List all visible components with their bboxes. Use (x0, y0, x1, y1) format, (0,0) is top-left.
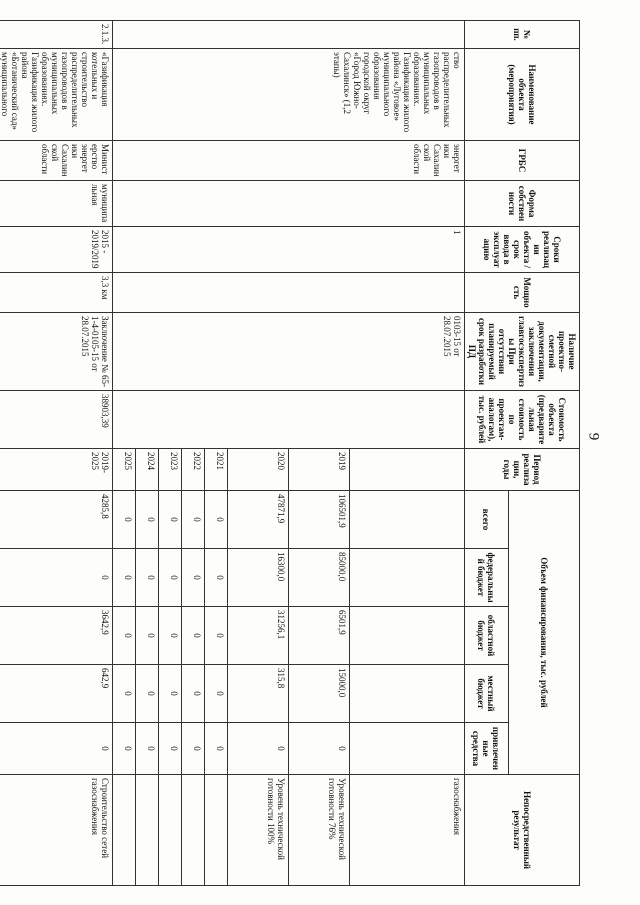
cell-regional: 0 (182, 607, 205, 665)
cell-result: Строительство сетей газоснабжения (0, 775, 113, 886)
row2-grbs: Министерство энергетики Сахалинской области (0, 141, 113, 181)
row2-name: «Газификация котельных и строительство распределительных газопроводов в муниципальных образованиях. Газификация жилого района «Ботанический сад» муниципального (0, 49, 113, 141)
cell-attracted: 0 (289, 723, 350, 775)
table-container (0, 20, 580, 885)
cell-attracted (350, 723, 465, 775)
header-regional: областной бюджет (465, 607, 509, 665)
page-number: 9 (585, 432, 602, 441)
cell-total: 0 (159, 491, 182, 549)
header-financing: Объем финансирования, тыс. рублей (508, 491, 579, 775)
row1-docs: 0103-15 от 28.07.2015 (113, 313, 465, 391)
cell-federal: 0 (159, 549, 182, 607)
cell-year: 2021 (205, 449, 228, 491)
row2-cost: 38903,39 (0, 391, 113, 449)
cell-regional: 3642,9 (0, 607, 113, 665)
row1-capacity (113, 273, 465, 313)
row2-num: 2.1.3. (0, 21, 113, 49)
cell-local: 0 (205, 665, 228, 723)
cell-federal: 85000,0 (289, 549, 350, 607)
cell-local: 0 (113, 665, 136, 723)
row1-name: ство распределительных газопроводов в муниципальных образованиях. Газификация жилого района «Луговое» муниципального образования городской округ «Город Южно-Сахалинск» (1,2 этапы) (113, 49, 465, 141)
cell-federal: 0 (0, 549, 113, 607)
table-row (0, 21, 113, 886)
cell-local: 0 (182, 665, 205, 723)
header-capacity: Мощность (465, 273, 580, 313)
cell-result (113, 775, 136, 886)
row2-docs: Заключение № 65-1-4-0105-15 от 28.07.2015 (0, 313, 113, 391)
cell-total (350, 491, 465, 549)
cell-year: 2023 (159, 449, 182, 491)
cell-total: 0 (113, 491, 136, 549)
cell-total: 0 (136, 491, 159, 549)
row2-terms: 2015 - 2019/2019 (0, 227, 113, 273)
cell-federal: 0 (182, 549, 205, 607)
header-local: местный бюджет (465, 665, 509, 723)
cell-local: 315,8 (228, 665, 289, 723)
cell-local: 15000,0 (289, 665, 350, 723)
header-terms: Сроки реализации объекта / срок ввода в эксплуатацию (465, 227, 580, 273)
header-cost: Стоимость объекта (предварительная стоимость по проектам-аналогам), тыс. рублей (465, 391, 580, 449)
row1-ownership (113, 181, 465, 227)
cell-year: 2019 (289, 449, 350, 491)
cell-attracted: 0 (0, 723, 113, 775)
header-grbs: ГРБС (465, 141, 580, 181)
cell-total: 47871,9 (228, 491, 289, 549)
cell-regional: 0 (205, 607, 228, 665)
cell-local: 0 (159, 665, 182, 723)
row1-terms: 1 (113, 227, 465, 273)
cell-result (159, 775, 182, 886)
cell-regional: 0 (136, 607, 159, 665)
header-name: Наименование объекта (мероприятия) (465, 49, 580, 141)
cell-federal: 0 (205, 549, 228, 607)
cell-year (350, 449, 465, 491)
cell-year: 2025 (113, 449, 136, 491)
cell-result: Уровень технической готовности 100% (228, 775, 289, 886)
cell-attracted: 0 (182, 723, 205, 775)
cell-attracted: 0 (205, 723, 228, 775)
cell-regional: 6501,9 (289, 607, 350, 665)
cell-attracted: 0 (136, 723, 159, 775)
header-docs: Наличие проектно-сметной документации, заключения главгосэкспертизы При отсутствии планируемый срок разработки ПД (465, 313, 580, 391)
cell-year: 2024 (136, 449, 159, 491)
cell-local (350, 665, 465, 723)
cell-attracted: 0 (113, 723, 136, 775)
table-row (350, 21, 465, 886)
row1-grbs: энергетики Сахалинской области (113, 141, 465, 181)
cell-result (182, 775, 205, 886)
cell-regional: 0 (113, 607, 136, 665)
cell-year: 2020 (228, 449, 289, 491)
cell-federal: 16300,0 (228, 549, 289, 607)
header-period: Период реализации, годы (465, 449, 580, 491)
rotated-sheet (0, 20, 580, 885)
cell-result (136, 775, 159, 886)
cell-total: 106501,9 (289, 491, 350, 549)
cell-regional: 31256,1 (228, 607, 289, 665)
header-result: Непосредственный результат (465, 775, 580, 886)
row1-num (113, 21, 465, 49)
cell-attracted: 0 (159, 723, 182, 775)
row1-cost (113, 391, 465, 449)
row2-capacity: 3,3 км (0, 273, 113, 313)
cell-local: 0 (136, 665, 159, 723)
cell-federal (350, 549, 465, 607)
cell-total: 0 (182, 491, 205, 549)
cell-year: 2019-2025 (0, 449, 113, 491)
cell-result (205, 775, 228, 886)
header-ownership: Форма собственности (465, 181, 580, 227)
cell-result: газоснабжения (350, 775, 465, 886)
cell-result: Уровень технической готовности 76% (289, 775, 350, 886)
header-num: № пп. (465, 21, 580, 49)
cell-attracted: 0 (228, 723, 289, 775)
cell-federal: 0 (113, 549, 136, 607)
cell-federal: 0 (136, 549, 159, 607)
financing-table (0, 20, 580, 886)
header-attracted: привлеченные средства (465, 723, 509, 775)
cell-year: 2022 (182, 449, 205, 491)
cell-regional: 0 (159, 607, 182, 665)
cell-regional (350, 607, 465, 665)
header-federal: федеральный бюджет (465, 549, 509, 607)
cell-total: 0 (205, 491, 228, 549)
header-total: всего (465, 491, 509, 549)
row2-ownership: муниципальная (0, 181, 113, 227)
cell-total: 4285,8 (0, 491, 113, 549)
cell-local: 642,9 (0, 665, 113, 723)
